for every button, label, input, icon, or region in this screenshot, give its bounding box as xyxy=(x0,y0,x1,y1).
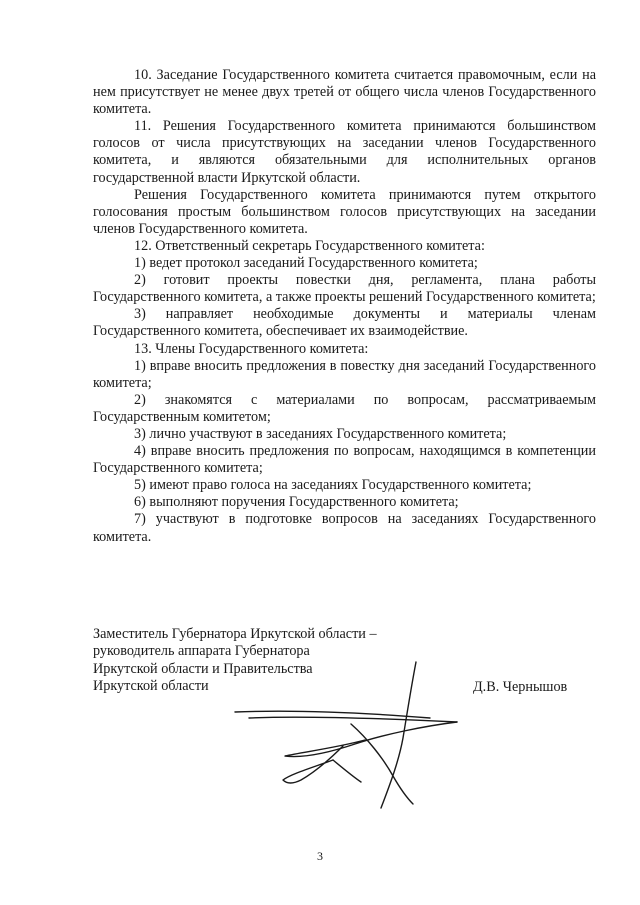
signatory-title-line: руководитель аппарата Губернатора xyxy=(93,643,310,660)
signatory-title-line: Заместитель Губернатора Иркутской области – xyxy=(93,626,377,642)
paragraph-13-item-4: 4) вправе вносить предложения по вопросам, находящимся в компетенции Государственного комитета; xyxy=(93,443,596,477)
paragraph-12-item-2: 2) готовит проекты повестки дня, регламента, плана работы Государственного комитета, а также проекты решений Государственного комитета; xyxy=(93,272,596,306)
paragraph-12: 12. Ответственный секретарь Государственного комитета: xyxy=(134,237,485,254)
paragraph-11-voting: Решения Государственного комитета принимаются путем открытого голосования простым большинством голосов присутствующих на заседании членов Государственного комитета. xyxy=(93,186,596,237)
paragraph-13-item-2: 2) знакомятся с материалами по вопросам, рассматриваемым Государственным комитетом; xyxy=(93,391,596,425)
signatory-title-line: Иркутской области и Правительства xyxy=(93,660,313,677)
page-number: 3 xyxy=(317,849,323,863)
handwritten-signature xyxy=(225,660,465,810)
signatory-title-line: Иркутской области xyxy=(93,678,209,695)
paragraph-13-item-7: 7) участвуют в подготовке вопросов на заседаниях Государственного комитета. xyxy=(93,511,596,545)
paragraph-13-item-6: 6) выполняют поручения Государственного комитета; xyxy=(134,494,459,511)
paragraph-12-item-1: 1) ведет протокол заседаний Государственного комитета; xyxy=(134,255,478,272)
paragraph-12-item-3: 3) направляет необходимые документы и материалы членам Государственного комитета, обеспечивает их взаимодействие. xyxy=(93,306,596,340)
paragraph-10: 10. Заседание Государственного комитета считается правомочным, если на нем присутствует не менее двух третей от общего числа членов Государственного комитета. xyxy=(93,67,596,118)
paragraph-11: 11. Решения Государственного комитета принимаются большинством голосов от числа присутствующих на заседании членов Государственного комитета, и являются обязательными для исполнительных органов государственной власти Иркутской области. xyxy=(93,118,596,186)
paragraph-13: 13. Члены Государственного комитета: xyxy=(134,340,369,357)
document-body xyxy=(93,67,596,546)
paragraph-13-item-1: 1) вправе вносить предложения в повестку дня заседаний Государственного комитета; xyxy=(93,357,596,391)
signatory-name: Д.В. Чернышов xyxy=(473,679,568,695)
paragraph-13-item-3: 3) лично участвуют в заседаниях Государственного комитета; xyxy=(134,425,507,442)
paragraph-13-item-5: 5) имеют право голоса на заседаниях Государственного комитета; xyxy=(134,477,532,494)
